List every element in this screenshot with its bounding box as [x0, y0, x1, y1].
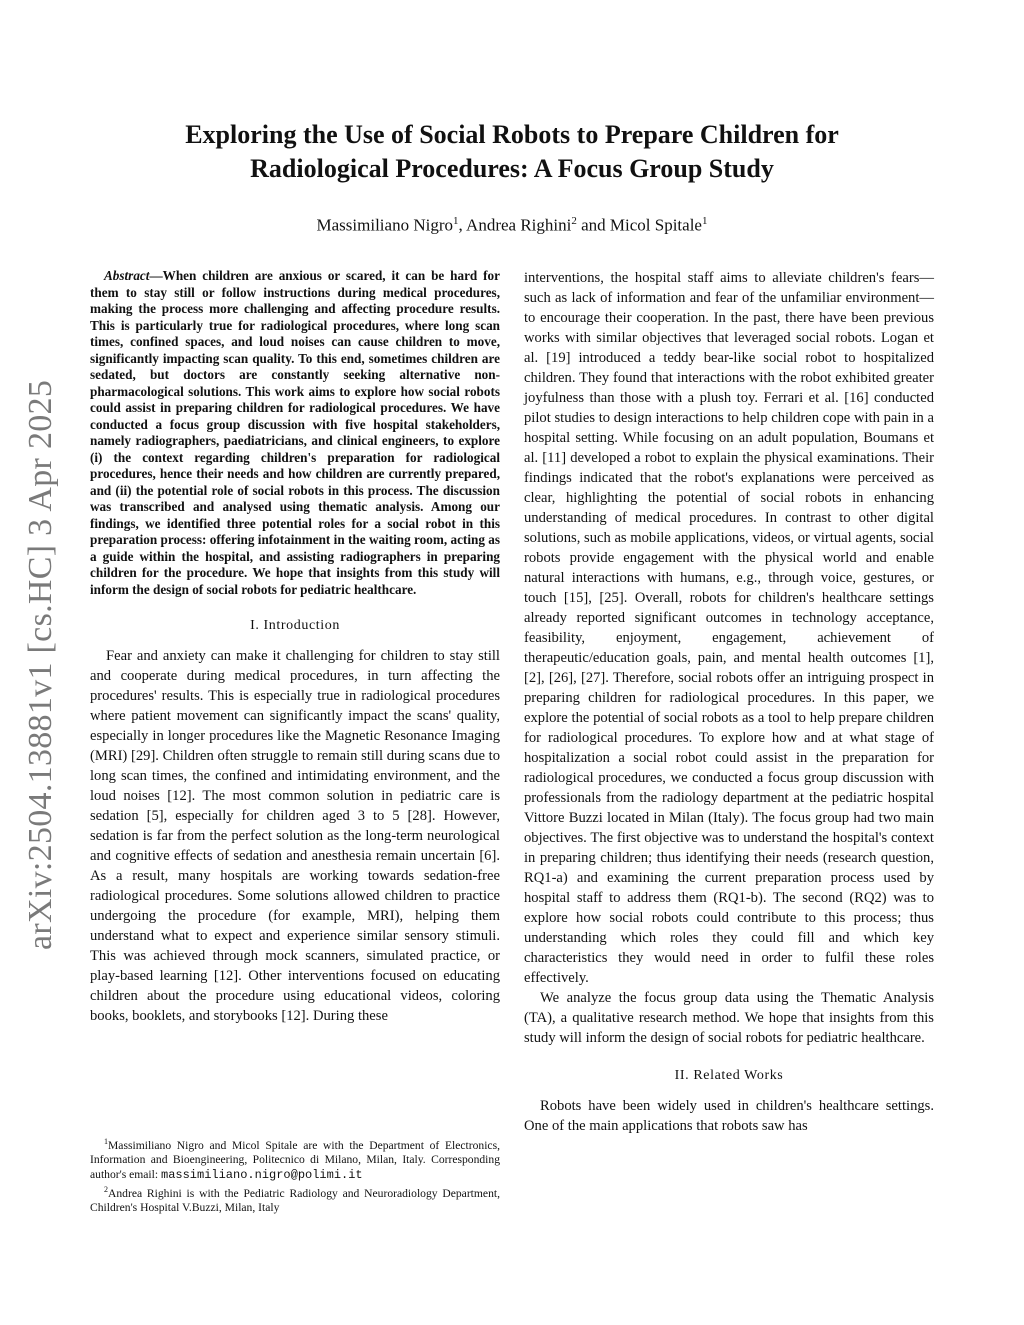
footnote-text: Andrea Righini is with the Pediatric Radiology and Neuroradiology Department, Children's Hospital V.Buzzi, Milan, Italy [90, 1186, 500, 1215]
corresponding-email-link[interactable]: massimiliano.nigro@polimi.it [161, 1168, 363, 1183]
section-heading-related-works: II. Related Works [674, 1068, 784, 1083]
footnote-2 [90, 1183, 500, 1216]
abstract-dash: — [149, 268, 163, 283]
affiliation-mark: 1 [452, 215, 459, 227]
arxiv-identifier-stamp[interactable]: arXiv:2504.13881v1 [cs.HC] 3 Apr 2025 [22, 379, 59, 950]
author-separator: and [576, 215, 610, 235]
affiliation-mark: 1 [701, 215, 708, 227]
author-list [90, 210, 934, 237]
paragraph-introduction-continued: interventions, the hospital staff aims to alleviate children's fears—such as lack of information and fear of the unfamiliar environment—to encourage their cooperation. In the past, there have been previous works with similar objectives that leveraged social robots. Logan et al. [19] introduced a teddy bear-like social robot to hospitalized children. They found that interactions with the robot exhibited greater joyfulness than those with a plush toy. Ferrari et al. [16] conducted pilot studies to design interactions to help children cope with pain in a hospital setting. While focusing on an adult population, Boumans et al. [11] developed a robot to explain the physical examinations. Their findings indicated that the robot's explanations were perceived as clear, highlighting the potential of social robots in enhancing understanding of medical procedures. In contrast to other digital solutions, such as mobile applications, videos, or virtual agents, social robots provide engagement with the physical world and enable natural interactions with humans, e.g., through voice, gestures, or touch [15], [25]. Overall, robots for children's healthcare settings already reported significant outcomes in technology acceptance, feasibility, enjoyment, engagement, achievement of therapeutic/education goals, pain, and mental health outcomes [1], [2], [26], [27]. Therefore, social robots offer an intriguing prospect in preparing children for radiological procedures. In this paper, we explore the potential of social robots as a tool to help prepare children for radiological procedures. To explore how and at what stage of hospitalization a social robot could assist in the preparation for radiological procedures, we conducted a focus group discussion with professionals from the radiology department at the pediatric hospital Vittore Buzzi located in Milan (Italy). The focus group had two main objectives. The first objective was to understand the hospital's context in preparing children; thus identifying their needs (research question, RQ1-a) and examining the current preparation process used by hospital staff to address them (RQ1-b). The second (RQ2) was to explore how social robots could contribute to this process; thus understanding which roles they could fill and which key characteristics they would need in order to fulfil these roles effectively. [524, 270, 934, 986]
author-name: Massimiliano Nigro [316, 215, 453, 235]
footnotes [90, 1135, 500, 1216]
title-line-2: Radiological Procedures: A Focus Group Study [250, 154, 774, 183]
paragraph-introduction: Fear and anxiety can make it challenging for children to stay still and cooperate during medical procedures, in turn affecting the procedures' results. This is especially true in radiological procedures where patient movement can significantly impact the scans' quality, especially in longer procedures like the Magnetic Resonance Imaging (MRI) [29]. Children often struggle to remain still during scans due to long scan times, the confined and intimidating environment, and the loud noises [12]. The most common solution in pediatric care is sedation [5], especially for children aged 3 to 5 [28]. However, sedation is far from the perfect solution as the long-term neurological and cognitive effects of sedation and anesthesia remain uncertain [6]. As a result, many hospitals are working towards sedation-free radiological procedures. Some solutions allowed children to practice undergoing the procedure (for example, MRI), helping them understand what to expect and experience similar sensory stimuli. This was achieved through mock scanners, simulated practice, or play-based learning [12]. Other interventions focused on educating children about the procedure using educational videos, coloring books, booklets, and storybooks [12]. During these [90, 648, 500, 1024]
abstract-text: When children are anxious or scared, it can be hard for them to stay still or follow instructions during medical procedures, making the process more challenging and affecting procedure results. This is particularly true for radiological procedures, where long scan times, confined spaces, and loud noises can cause children to move, significantly impacting scan quality. To this end, sometimes children are sedated, but doctors are constantly seeking alternative non-pharmacological solutions. This work aims to explore how social robots could assist in preparing children for radiological procedures. We have conducted a focus group discussion with five hospital stakeholders, namely radiographers, paediatricians, and clinical engineers, to explore (i) the context regarding children's preparation for radiological procedures, hence their needs and how children are currently prepared, and (ii) the potential role of social robots in this process. The discussion was transcribed and analysed using thematic analysis. Among our findings, we identified three potential roles for a social robot in this preparation process: offering infotainment in the waiting room, acting as a guide within the hospital, and assisting radiographers in preparing children for the procedure. We hope that insights from this study will inform the design of social robots for pediatric healthcare. [90, 268, 500, 597]
title-line-1: Exploring the Use of Social Robots to Prepare Children for [185, 120, 839, 149]
footnote-mark: 2 [104, 1184, 108, 1194]
footnote-text: Massimiliano Nigro and Micol Spitale are with the Department of Electronics, Information and Bioengineering, Politecnico di Milano, Milan, Italy. Corresponding author's email: [90, 1138, 500, 1182]
paragraph-introduction-thematic-analysis: We analyze the focus group data using the Thematic Analysis (TA), a qualitative research method. We hope that insights from this study will inform the design of social robots for pediatric healthcare. [524, 990, 934, 1046]
paragraph-related-works: Robots have been widely used in children's healthcare settings. One of the main applications that robots saw has [524, 1098, 934, 1134]
author-separator: , [458, 215, 467, 235]
author-name: Andrea Righini [466, 215, 572, 235]
section-heading-introduction: I. Introduction [250, 618, 340, 633]
abstract-label: Abstract [104, 268, 150, 283]
footnote-mark: 1 [104, 1137, 108, 1146]
affiliation-mark: 2 [571, 215, 577, 227]
author-name: Micol Spitale [609, 215, 702, 235]
abstract [90, 268, 500, 598]
right-column [524, 268, 934, 1136]
footnote-1 [90, 1135, 500, 1183]
left-column [90, 268, 500, 1026]
paper-title [90, 118, 934, 186]
